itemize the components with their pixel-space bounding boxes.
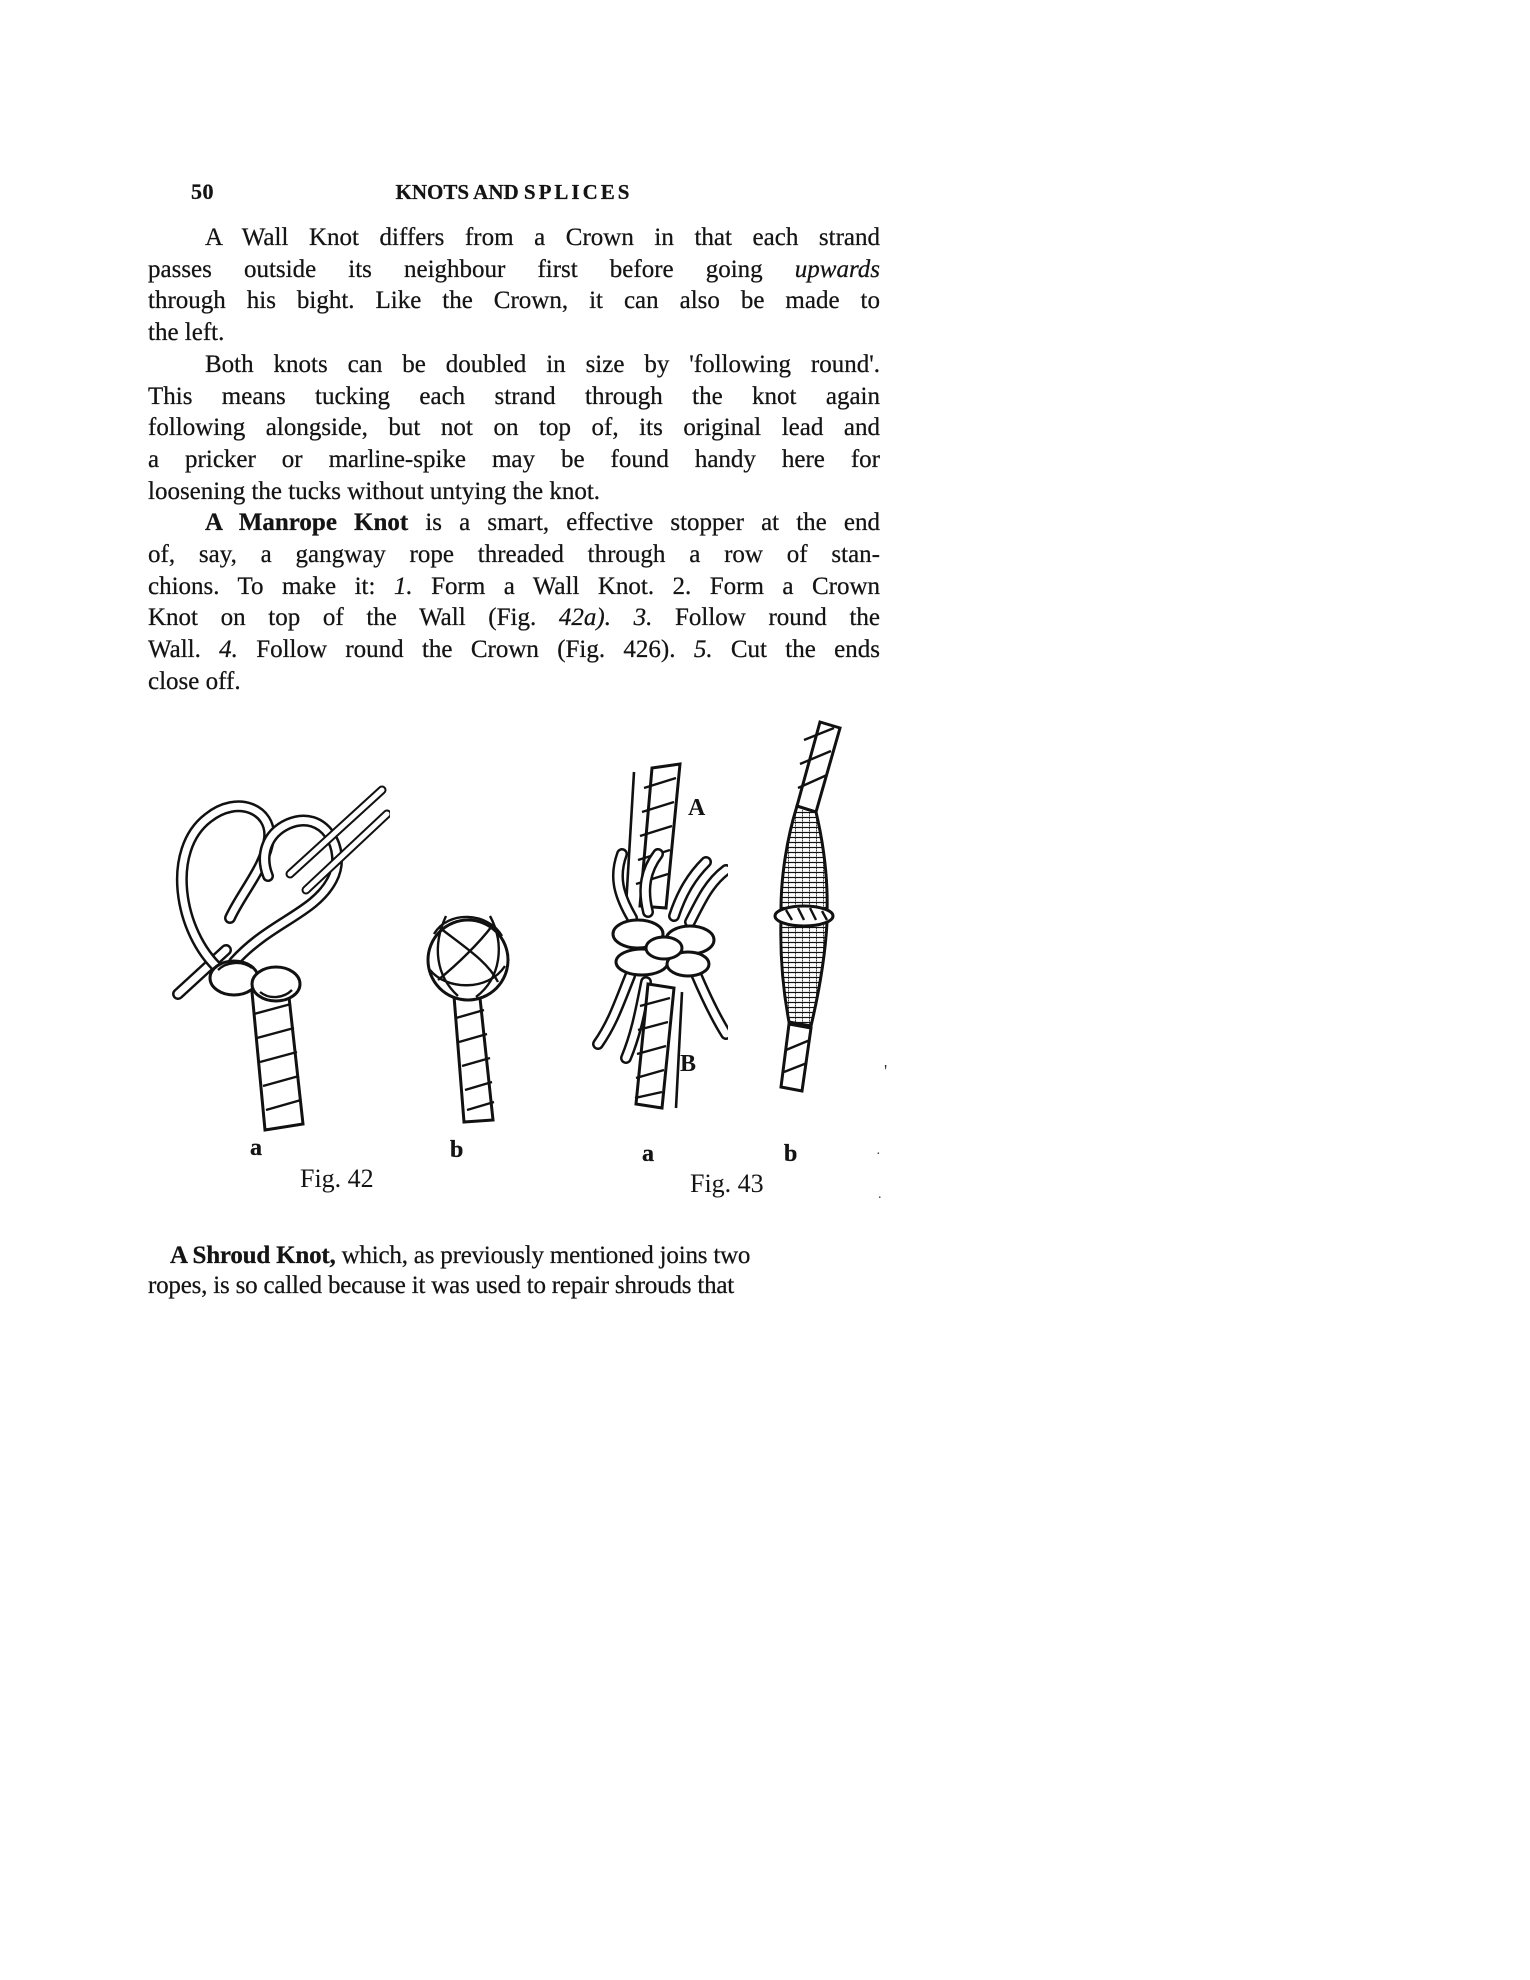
text-segment: the left. [148,319,225,347]
scan-speck: · [876,1147,881,1162]
running-header [148,181,880,203]
running-header-main: KNOTS AND [395,180,524,204]
shroud-text [148,1241,885,1301]
text-segment: a pricker or marline-spike may be found handy here for [148,445,880,473]
figure-43a-shroud-knot-illustration [578,760,728,1117]
text-line [148,476,880,508]
text-segment: ropes, is so called because it was used to repair shrouds that [148,1272,735,1299]
text-segment: of, say, a gangway rope threaded through a row of stan- [148,541,880,569]
text-segment: 1. [393,572,413,600]
text-segment: close off. [148,667,241,695]
text-segment: Both knots can be doubled in size by 'following round'. [205,350,880,378]
text-segment: loosening the tucks without untying the knot. [148,477,601,505]
text-segment: chions. To make it: [148,572,394,600]
text-segment: A Wall Knot differs from a Crown in that each strand [205,224,880,251]
figure-43b-served-splice-illustration [764,720,846,1100]
manrope-knot-drawing [418,898,514,1124]
text-line [148,222,880,254]
wall-knot-drawing [172,780,390,1132]
text-line [148,1241,885,1271]
text-line [148,317,880,349]
text-segment: 5. [693,636,713,664]
fig43-label-b: b [784,1141,798,1167]
served-splice-drawing [764,720,846,1095]
text-segment: which, as previously mentioned joins two [335,1242,751,1269]
fig43-caption: Fig. 43 [690,1169,764,1198]
fig43-label-a: a [642,1141,654,1167]
text-line [148,539,880,571]
text-line [148,507,880,539]
text-segment: Wall. [148,636,220,664]
text-line [148,444,880,476]
text-line [148,412,880,444]
text-segment: A Shroud Knot, [170,1242,336,1269]
page-number: 50 [191,179,214,204]
text-segment: Follow round the [652,604,880,632]
text-segment: Form a Wall Knot. 2. Form a Crown [412,572,880,600]
text-line [148,634,880,666]
fig42-label-a: a [250,1135,262,1161]
text-segment: Knot on top of the Wall (Fig. [148,604,559,632]
figure-42a-wall-knot-illustration [172,780,390,1137]
text-line [148,349,880,381]
text-segment: is a smart, effective stopper at the end [408,509,880,537]
body-text [148,222,880,698]
text-segment: This means tucking each strand through the knot again [148,382,880,410]
fig43a-marker-A: A [688,795,706,821]
text-segment: upwards [794,255,880,283]
text-line [148,1271,885,1301]
text-segment: passes outside its neighbour first before going [148,255,795,283]
text-segment: through his bight. Like the Crown, it can also be made to [148,287,880,315]
text-line [148,254,880,286]
text-segment: A Manrope Knot [205,509,409,537]
text-segment: 42a). 3. [558,604,653,632]
scan-speck: ' [884,1061,888,1081]
running-header-spaced: SPLICES [523,180,633,204]
scan-speck: . [878,1187,882,1202]
text-line [148,602,880,634]
shroud-knot-drawing [578,760,728,1112]
text-segment: 4. [219,636,238,664]
text-line [148,666,880,698]
text-segment: Follow round the Crown (Fig. 426). [237,636,694,664]
text-line [148,381,880,413]
fig42-label-b: b [450,1137,464,1163]
text-line [148,571,880,603]
figure-42b-manrope-knot-illustration [418,898,514,1129]
text-segment: Cut the ends [712,636,880,664]
text-segment: following alongside, but not on top of, its original lead and [148,414,880,442]
fig42-caption: Fig. 42 [300,1164,374,1193]
fig43a-marker-B: B [680,1051,697,1077]
text-line [148,285,880,317]
